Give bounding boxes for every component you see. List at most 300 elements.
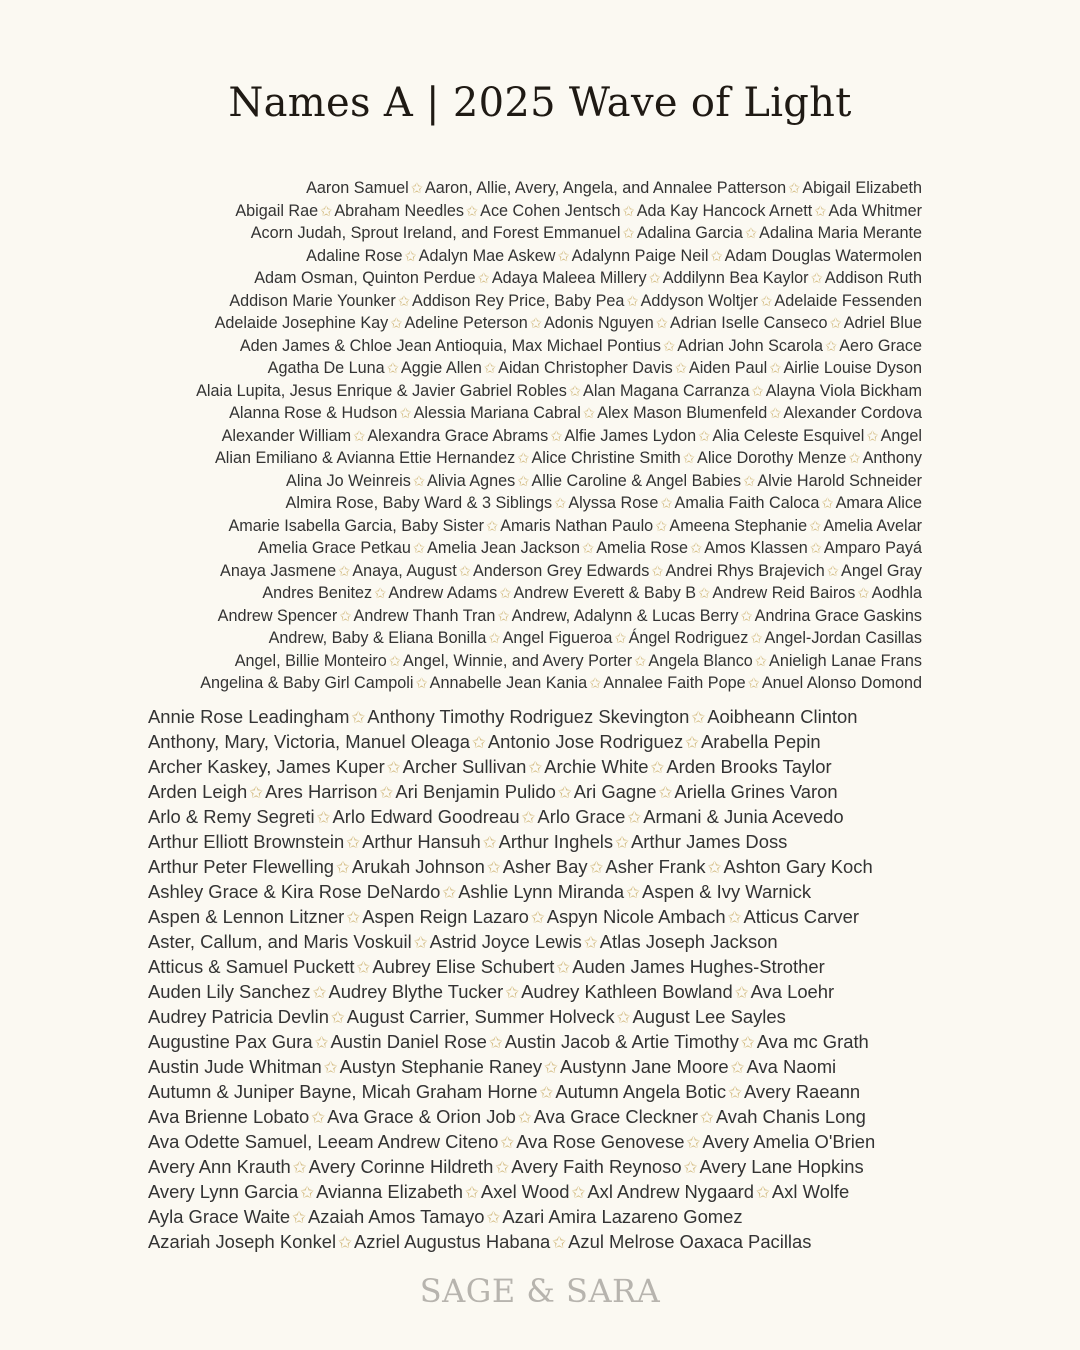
memorial-name: Amelia Rose bbox=[596, 539, 689, 557]
name-line bbox=[122, 673, 922, 696]
star-icon: ✩ bbox=[397, 293, 411, 310]
memorial-name: Avah Chanis Long bbox=[715, 1106, 866, 1127]
memorial-name: Amalia Faith Caloca bbox=[674, 494, 820, 512]
star-icon: ✩ bbox=[857, 586, 870, 602]
memorial-name: Angel, Winnie, and Avery Porter bbox=[403, 651, 633, 670]
star-icon: ✩ bbox=[568, 383, 582, 400]
star-icon: ✩ bbox=[821, 496, 834, 512]
memorial-name: Aster, Callum, and Maris Voskuil bbox=[148, 931, 412, 952]
names-block-left-aligned bbox=[148, 705, 938, 1255]
star-icon: ✩ bbox=[465, 203, 479, 220]
name-line bbox=[122, 651, 922, 674]
memorial-name: Abigail Rae bbox=[235, 201, 319, 220]
memorial-name: Abigail Elizabeth bbox=[802, 179, 922, 197]
star-icon: ✩ bbox=[655, 518, 668, 535]
memorial-name: Aiden Paul bbox=[688, 359, 768, 377]
memorial-name: Ada Whitmer bbox=[828, 201, 922, 220]
memorial-name: Ashlie Lynn Miranda bbox=[458, 881, 625, 902]
memorial-name: Addison Ruth bbox=[824, 269, 922, 287]
memorial-name: Alessia Mariana Cabral bbox=[413, 404, 581, 422]
name-line bbox=[122, 403, 922, 426]
star-icon: ✩ bbox=[698, 428, 711, 445]
memorial-name: Azriel Augustus Habana bbox=[353, 1231, 551, 1252]
memorial-name: Ace Cohen Jentsch bbox=[480, 201, 621, 220]
star-icon: ✩ bbox=[829, 316, 842, 332]
memorial-name: Ava Grace Cleckner bbox=[533, 1106, 698, 1127]
memorial-name: Agatha De Luna bbox=[267, 359, 385, 377]
name-line bbox=[122, 246, 922, 269]
memorial-name: Aidan Christopher Davis bbox=[498, 359, 673, 377]
star-icon: ✩ bbox=[740, 608, 753, 625]
name-line bbox=[122, 606, 922, 629]
star-icon: ✩ bbox=[338, 563, 351, 580]
star-icon: ✩ bbox=[707, 858, 722, 877]
star-icon: ✩ bbox=[346, 833, 361, 852]
star-icon: ✩ bbox=[756, 1183, 770, 1202]
star-icon: ✩ bbox=[488, 631, 501, 647]
memorial-name: Adeline Peterson bbox=[404, 314, 528, 332]
memorial-name: Ava mc Grath bbox=[756, 1031, 869, 1052]
memorial-name: Azari Amira Lazareno Gomez bbox=[502, 1206, 743, 1227]
name-line bbox=[148, 1080, 938, 1105]
star-icon: ✩ bbox=[690, 541, 703, 557]
memorial-name: Andrew Thanh Tran bbox=[353, 606, 496, 625]
star-icon: ✩ bbox=[814, 203, 827, 220]
memorial-name: Alexandra Grace Abrams bbox=[367, 426, 549, 445]
star-icon: ✩ bbox=[710, 248, 723, 265]
name-line bbox=[122, 178, 922, 201]
memorial-name: Atticus Carver bbox=[743, 906, 859, 927]
name-line bbox=[148, 1005, 938, 1030]
name-line bbox=[122, 628, 922, 651]
star-icon: ✩ bbox=[339, 608, 352, 625]
memorial-name: Angel bbox=[880, 426, 922, 445]
star-icon: ✩ bbox=[505, 983, 520, 1002]
memorial-name: Adrian John Scarola bbox=[677, 336, 823, 355]
memorial-name: Adelaide Josephine Kay bbox=[214, 314, 389, 332]
memorial-name: Addison Marie Younker bbox=[229, 291, 396, 310]
memorial-name: Azaiah Amos Tamayo bbox=[307, 1206, 485, 1227]
memorial-name: Amelia Jean Jackson bbox=[427, 539, 581, 557]
name-line bbox=[122, 493, 922, 516]
star-icon: ✩ bbox=[379, 783, 394, 802]
star-icon: ✩ bbox=[458, 563, 471, 580]
name-line bbox=[148, 730, 938, 755]
star-icon: ✩ bbox=[614, 631, 627, 647]
memorial-name: Avery Amelia O'Brien bbox=[702, 1131, 876, 1152]
memorial-name: August Lee Sayles bbox=[632, 1006, 786, 1027]
memorial-name: Axl Andrew Nygaard bbox=[587, 1181, 755, 1202]
memorial-name: Avianna Elizabeth bbox=[316, 1181, 464, 1202]
memorial-name: Alia Celeste Esquivel bbox=[712, 426, 865, 445]
star-icon: ✩ bbox=[699, 1108, 714, 1127]
star-icon: ✩ bbox=[589, 858, 604, 877]
memorial-name: Amara Alice bbox=[835, 494, 922, 512]
star-icon: ✩ bbox=[323, 1058, 338, 1077]
star-icon: ✩ bbox=[809, 541, 822, 557]
star-icon: ✩ bbox=[727, 908, 742, 927]
memorial-name: Angel Gray bbox=[841, 561, 922, 580]
star-icon: ✩ bbox=[557, 783, 572, 802]
name-line bbox=[122, 291, 922, 314]
memorial-name: Adalyn Mae Askew bbox=[418, 246, 556, 265]
memorial-name: Arthur Hansuh bbox=[362, 831, 481, 852]
memorial-name: Angel, Billie Monteiro bbox=[234, 651, 387, 670]
memorial-name: Andrew Reid Bairos bbox=[712, 584, 856, 602]
star-icon: ✩ bbox=[740, 1033, 755, 1052]
star-icon: ✩ bbox=[751, 383, 764, 400]
star-icon: ✩ bbox=[300, 1183, 315, 1202]
star-icon: ✩ bbox=[482, 833, 497, 852]
memorial-name: Amparo Payá bbox=[823, 539, 922, 557]
star-icon: ✩ bbox=[810, 271, 823, 287]
memorial-name: Alanna Rose & Hudson bbox=[229, 404, 398, 422]
memorial-name: Alexander William bbox=[221, 426, 352, 445]
memorial-name: Austin Daniel Rose bbox=[330, 1031, 487, 1052]
name-line bbox=[148, 955, 938, 980]
memorial-name: Arukah Johnson bbox=[351, 856, 485, 877]
memorial-name: Aggie Allen bbox=[400, 359, 482, 377]
memorial-name: Angel-Jordan Casillas bbox=[764, 629, 922, 647]
star-icon: ✩ bbox=[660, 496, 673, 512]
star-icon: ✩ bbox=[734, 983, 749, 1002]
star-icon: ✩ bbox=[399, 406, 412, 422]
memorial-name: Armani & Junia Acevedo bbox=[643, 806, 844, 827]
memorial-name: Airlie Louise Dyson bbox=[783, 359, 922, 377]
star-icon: ✩ bbox=[809, 518, 822, 535]
memorial-name: Anthony Timothy Rodriguez Skevington bbox=[367, 706, 690, 727]
name-line bbox=[122, 358, 922, 381]
star-icon: ✩ bbox=[866, 428, 879, 445]
star-icon: ✩ bbox=[312, 983, 327, 1002]
name-line bbox=[148, 1055, 938, 1080]
star-icon: ✩ bbox=[415, 676, 428, 692]
star-icon: ✩ bbox=[386, 758, 401, 777]
memorial-name: Arden Brooks Taylor bbox=[666, 756, 832, 777]
memorial-name: Ares Harrison bbox=[265, 781, 378, 802]
star-icon: ✩ bbox=[754, 653, 768, 670]
memorial-name: Ada Kay Hancock Arnett bbox=[636, 201, 813, 220]
star-icon: ✩ bbox=[499, 586, 512, 602]
memorial-name: Avery Lane Hopkins bbox=[699, 1156, 864, 1177]
memorial-name: Archer Sullivan bbox=[402, 756, 527, 777]
star-icon: ✩ bbox=[825, 338, 838, 355]
memorial-name: Aubrey Elise Schubert bbox=[372, 956, 555, 977]
memorial-name: Adaline Rose bbox=[306, 246, 403, 265]
star-icon: ✩ bbox=[404, 248, 417, 265]
star-icon: ✩ bbox=[788, 181, 801, 197]
memorial-name: Andrew Everett & Baby B bbox=[513, 584, 697, 602]
memorial-name: Adriel Blue bbox=[843, 314, 922, 332]
star-icon: ✩ bbox=[622, 203, 635, 220]
star-icon: ✩ bbox=[683, 1158, 698, 1177]
name-line bbox=[148, 755, 938, 780]
memorial-name: Alice Christine Smith bbox=[531, 449, 681, 467]
star-icon: ✩ bbox=[769, 406, 782, 422]
star-icon: ✩ bbox=[686, 1133, 701, 1152]
name-line bbox=[148, 805, 938, 830]
star-icon: ✩ bbox=[249, 783, 264, 802]
memorial-name: Annabelle Jean Kania bbox=[429, 674, 588, 692]
memorial-name: Arthur Peter Flewelling bbox=[148, 856, 335, 877]
memorial-name: Asher Bay bbox=[502, 856, 588, 877]
star-icon: ✩ bbox=[626, 883, 641, 902]
star-icon: ✩ bbox=[483, 361, 497, 377]
star-icon: ✩ bbox=[615, 833, 629, 852]
memorial-name: Avery Corinne Hildreth bbox=[308, 1156, 494, 1177]
memorial-name: Arthur Elliott Brownstein bbox=[148, 831, 345, 852]
star-icon: ✩ bbox=[663, 338, 676, 355]
memorial-name: Alyssa Rose bbox=[568, 494, 659, 512]
memorial-name: Adonis Nguyen bbox=[544, 314, 654, 332]
memorial-name: Angelina & Baby Girl Campoli bbox=[200, 674, 414, 692]
memorial-name: Allie Caroline & Angel Babies bbox=[531, 471, 742, 490]
name-line bbox=[148, 980, 938, 1005]
memorial-name: Adam Osman, Quinton Perdue bbox=[254, 269, 476, 287]
star-icon: ✩ bbox=[655, 316, 669, 332]
star-icon: ✩ bbox=[750, 631, 763, 647]
name-line bbox=[122, 583, 922, 606]
memorial-name: Almira Rose, Baby Ward & 3 Siblings bbox=[285, 494, 553, 512]
star-icon: ✩ bbox=[658, 783, 673, 802]
page-title: Names A | 2025 Wave of Light bbox=[228, 80, 852, 126]
memorial-name: Annie Rose Leadingham bbox=[148, 706, 350, 727]
memorial-name: Adrian Iselle Canseco bbox=[670, 314, 828, 332]
name-line bbox=[148, 1105, 938, 1130]
memorial-name: Alina Jo Weinreis bbox=[286, 471, 411, 490]
name-line bbox=[122, 516, 922, 539]
memorial-name: Auden Lily Sanchez bbox=[148, 981, 311, 1002]
memorial-name: Adalynn Paige Neil bbox=[571, 246, 709, 265]
memorial-name: Axl Wolfe bbox=[771, 1181, 850, 1202]
memorial-name: Atlas Joseph Jackson bbox=[599, 931, 778, 952]
star-icon: ✩ bbox=[674, 361, 687, 377]
name-line bbox=[148, 930, 938, 955]
memorial-name: Alice Dorothy Menze bbox=[697, 449, 847, 467]
memorial-name: Ari Benjamin Pulido bbox=[395, 781, 556, 802]
name-line bbox=[122, 313, 922, 336]
memorial-name: Antonio Jose Rodriguez bbox=[487, 731, 684, 752]
memorial-name: August Carrier, Summer Holveck bbox=[346, 1006, 615, 1027]
memorial-name: Amarie Isabella Garcia, Baby Sister bbox=[228, 516, 484, 535]
name-line bbox=[148, 905, 938, 930]
memorial-name: Andres Benitez bbox=[262, 584, 373, 602]
memorial-name: Andrina Grace Gaskins bbox=[754, 606, 922, 625]
memorial-name: Alex Mason Blumenfeld bbox=[597, 404, 768, 422]
star-icon: ✩ bbox=[582, 406, 596, 422]
memorial-name: Ayla Grace Waite bbox=[148, 1206, 291, 1227]
name-line bbox=[148, 780, 938, 805]
memorial-name: Asher Frank bbox=[605, 856, 706, 877]
memorial-name: Arthur James Doss bbox=[630, 831, 788, 852]
name-line bbox=[122, 426, 922, 449]
memorial-name: Austyn Stephanie Raney bbox=[339, 1056, 543, 1077]
star-icon: ✩ bbox=[517, 473, 530, 490]
memorial-name: Ava Brienne Lobato bbox=[148, 1106, 310, 1127]
star-icon: ✩ bbox=[583, 933, 598, 952]
star-icon: ✩ bbox=[346, 908, 361, 927]
name-line bbox=[122, 448, 922, 471]
memorial-name: Avery Faith Reynoso bbox=[511, 1156, 682, 1177]
memorial-name: Ava Odette Samuel, Leeam Andrew Citeno bbox=[148, 1131, 499, 1152]
memorial-name: Annalee Faith Pope bbox=[603, 674, 746, 692]
memorial-name: Arabella Pepin bbox=[701, 731, 821, 752]
memorial-name: Arlo & Remy Segreti bbox=[148, 806, 315, 827]
memorial-name: Abraham Needles bbox=[334, 201, 464, 220]
memorial-name: Alaia Lupita, Jesus Enrique & Javier Gabriel Robles bbox=[196, 381, 567, 400]
star-icon: ✩ bbox=[374, 586, 387, 602]
star-icon: ✩ bbox=[550, 428, 563, 445]
name-line bbox=[122, 201, 922, 224]
name-line bbox=[148, 1205, 938, 1230]
star-icon: ✩ bbox=[353, 428, 366, 445]
star-icon: ✩ bbox=[517, 451, 530, 467]
memorial-name: Ashley Grace & Kira Rose DeNardo bbox=[148, 881, 441, 902]
star-icon: ✩ bbox=[517, 1108, 532, 1127]
memorial-name: Augustine Pax Gura bbox=[148, 1031, 313, 1052]
star-icon: ✩ bbox=[622, 226, 635, 242]
memorial-name: Adalina Garcia bbox=[636, 224, 743, 242]
memorial-name: Anthony bbox=[862, 449, 922, 467]
memorial-name: Angela Blanco bbox=[648, 651, 753, 670]
star-icon: ✩ bbox=[530, 908, 545, 927]
memorial-name: Anthony, Mary, Victoria, Manuel Oleaga bbox=[148, 731, 470, 752]
memorial-name: Aaron Samuel bbox=[306, 179, 409, 197]
name-line bbox=[148, 880, 938, 905]
star-icon: ✩ bbox=[848, 451, 861, 467]
memorial-name: Aero Grace bbox=[839, 336, 922, 355]
memorial-name: Adam Douglas Watermolen bbox=[724, 246, 922, 265]
memorial-name: Azariah Joseph Konkel bbox=[148, 1231, 337, 1252]
memorial-name: Amaris Nathan Paulo bbox=[500, 516, 654, 535]
memorial-name: Austin Jacob & Artie Timothy bbox=[504, 1031, 739, 1052]
star-icon: ✩ bbox=[826, 563, 840, 580]
star-icon: ✩ bbox=[485, 518, 499, 535]
name-line bbox=[148, 1180, 938, 1205]
star-icon: ✩ bbox=[682, 451, 696, 467]
star-icon: ✩ bbox=[730, 1058, 745, 1077]
star-icon: ✩ bbox=[747, 676, 760, 692]
memorial-name: Aden James & Chloe Jean Antioquia, Max Michael Pontius bbox=[239, 336, 661, 355]
memorial-name: Anaya Jasmene bbox=[220, 561, 337, 580]
star-icon: ✩ bbox=[488, 1033, 503, 1052]
star-icon: ✩ bbox=[356, 958, 371, 977]
name-line bbox=[148, 1230, 938, 1255]
name-line bbox=[122, 223, 922, 246]
star-icon: ✩ bbox=[554, 496, 567, 512]
star-icon: ✩ bbox=[316, 808, 331, 827]
memorial-name: Atticus & Samuel Puckett bbox=[148, 956, 355, 977]
memorial-name: Andrew Spencer bbox=[217, 606, 338, 625]
star-icon: ✩ bbox=[529, 316, 542, 332]
star-icon: ✩ bbox=[412, 473, 426, 490]
memorial-name: Andrew, Adalynn & Lucas Berry bbox=[511, 606, 739, 625]
memorial-name: Alfie James Lydon bbox=[564, 426, 697, 445]
star-icon: ✩ bbox=[390, 316, 403, 332]
memorial-name: Addilynn Bea Kaylor bbox=[662, 269, 809, 287]
memorial-name: Acorn Judah, Sprout Ireland, and Forest Emmanuel bbox=[250, 224, 621, 242]
memorial-name: Autumn Angela Botic bbox=[555, 1081, 727, 1102]
name-line bbox=[122, 268, 922, 291]
memorial-name: Astrid Joyce Lewis bbox=[429, 931, 582, 952]
memorial-name: Anderson Grey Edwards bbox=[472, 561, 650, 580]
memorial-name: Alvie Harold Schneider bbox=[757, 471, 922, 490]
memorial-name: Anieligh Lanae Frans bbox=[769, 651, 922, 670]
star-icon: ✩ bbox=[311, 1108, 326, 1127]
memorial-name: Aspyn Nicole Ambach bbox=[546, 906, 726, 927]
star-icon: ✩ bbox=[760, 293, 773, 310]
star-icon: ✩ bbox=[495, 1158, 510, 1177]
star-icon: ✩ bbox=[336, 858, 350, 877]
memorial-name: Aodhla bbox=[871, 584, 922, 602]
star-icon: ✩ bbox=[634, 653, 647, 670]
memorial-name: Arlo Edward Goodreau bbox=[332, 806, 520, 827]
star-icon: ✩ bbox=[769, 361, 782, 377]
memorial-name: Adelaide Fessenden bbox=[774, 291, 922, 310]
memorial-name: Amelia Avelar bbox=[823, 516, 922, 535]
star-icon: ✩ bbox=[744, 226, 758, 242]
memorial-name: Adalina Maria Merante bbox=[759, 224, 922, 242]
memorial-name: Austynn Jane Moore bbox=[559, 1056, 729, 1077]
star-icon: ✩ bbox=[338, 1233, 352, 1252]
star-icon: ✩ bbox=[616, 1008, 631, 1027]
memorial-name: Ameena Stephanie bbox=[669, 516, 808, 535]
star-icon: ✩ bbox=[292, 1208, 306, 1227]
memorial-name: Austin Jude Whitman bbox=[148, 1056, 322, 1077]
memorial-name: Alan Magana Carranza bbox=[583, 381, 750, 400]
memorial-name: Angel Figueroa bbox=[502, 629, 613, 647]
memorial-name: Axel Wood bbox=[480, 1181, 570, 1202]
star-icon: ✩ bbox=[314, 1033, 329, 1052]
star-icon: ✩ bbox=[351, 708, 366, 727]
star-icon: ✩ bbox=[685, 733, 700, 752]
star-icon: ✩ bbox=[651, 563, 664, 580]
name-line bbox=[122, 471, 922, 494]
memorial-name: Archer Kaskey, James Kuper bbox=[148, 756, 385, 777]
memorial-name: Alayna Viola Bickham bbox=[765, 381, 922, 400]
memorial-name: Aspen & Lennon Litzner bbox=[148, 906, 345, 927]
star-icon: ✩ bbox=[728, 1083, 742, 1102]
memorial-name: Addison Rey Price, Baby Pea bbox=[412, 291, 625, 310]
star-icon: ✩ bbox=[521, 808, 536, 827]
star-icon: ✩ bbox=[412, 541, 426, 557]
star-icon: ✩ bbox=[648, 271, 661, 287]
star-icon: ✩ bbox=[743, 473, 756, 490]
star-icon: ✩ bbox=[582, 541, 595, 557]
memorial-name: Avery Raeann bbox=[743, 1081, 861, 1102]
star-icon: ✩ bbox=[626, 293, 639, 310]
name-line bbox=[148, 705, 938, 730]
star-icon: ✩ bbox=[386, 361, 399, 377]
star-icon: ✩ bbox=[486, 858, 501, 877]
memorial-name: Aoibheann Clinton bbox=[707, 706, 858, 727]
star-icon: ✩ bbox=[472, 733, 486, 752]
star-icon: ✩ bbox=[556, 958, 571, 977]
name-line bbox=[122, 336, 922, 359]
memorial-name: Addyson Woltjer bbox=[640, 291, 759, 310]
memorial-name: Andrew Adams bbox=[388, 584, 498, 602]
name-line bbox=[122, 561, 922, 584]
name-line bbox=[148, 1030, 938, 1055]
star-icon: ✩ bbox=[571, 1183, 586, 1202]
memorial-name: Amelia Grace Petkau bbox=[257, 539, 411, 557]
memorial-name: Adaya Maleea Millery bbox=[491, 269, 647, 287]
star-icon: ✩ bbox=[442, 883, 457, 902]
memorial-name: Audrey Kathleen Bowland bbox=[521, 981, 733, 1002]
memorial-name: Ari Gagne bbox=[573, 781, 657, 802]
memorial-name: Azul Melrose Oaxaca Pacillas bbox=[568, 1231, 812, 1252]
star-icon: ✩ bbox=[320, 203, 333, 220]
